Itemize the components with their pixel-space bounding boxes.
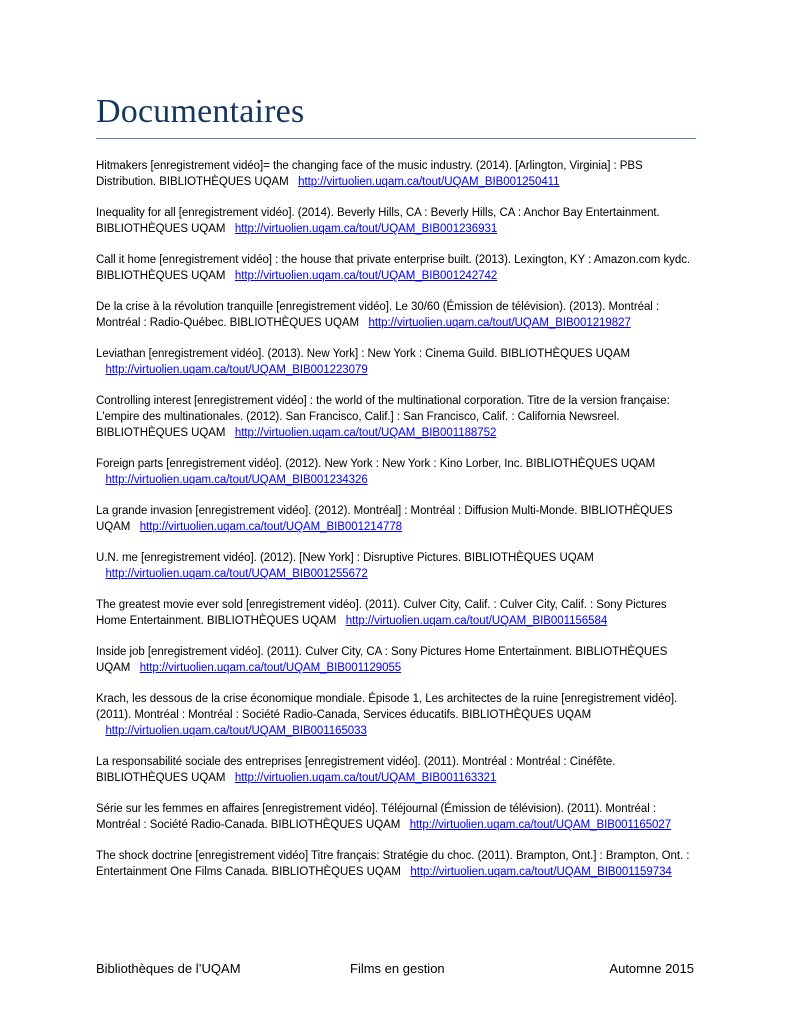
footer-term: Automne 2015 <box>609 961 694 976</box>
list-item <box>96 205 696 237</box>
entry-link[interactable]: http://virtuolien.uqam.ca/tout/UQAM_BIB001236931 <box>234 223 498 235</box>
entry-link[interactable]: http://virtuolien.uqam.ca/tout/UQAM_BIB001165027 <box>409 819 672 831</box>
list-item <box>96 644 696 676</box>
list-item <box>96 346 696 378</box>
list-item <box>96 456 696 488</box>
entry-link[interactable]: http://virtuolien.uqam.ca/tout/UQAM_BIB001250411 <box>298 176 560 188</box>
list-item <box>96 848 696 880</box>
page-title: Documentaires <box>96 93 305 130</box>
list-item <box>96 158 696 190</box>
entry-link[interactable]: http://virtuolien.uqam.ca/tout/UQAM_BIB001223079 <box>105 364 368 376</box>
documentary-list <box>96 158 696 895</box>
footer-library-name: Bibliothèques de l’UQAM <box>96 961 241 976</box>
entry-link[interactable]: http://virtuolien.uqam.ca/tout/UQAM_BIB001159734 <box>410 866 672 878</box>
page-footer <box>96 960 696 978</box>
list-item <box>96 299 696 331</box>
entry-citation: Hitmakers [enregistrement vidéo]= the changing face of the music industry. (2014). [Arlington, Virginia] : PBS Distribution. BIBLIOTHÈQUES UQAM <box>96 160 643 188</box>
entry-citation: Série sur les femmes en affaires [enregistrement vidéo]. Téléjournal (Émission de télévision). (2011). Montréal : Montréal : Société Radio-Canada. BIBLIOTHÈQUES UQAM <box>96 803 657 831</box>
entry-link[interactable]: http://virtuolien.uqam.ca/tout/UQAM_BIB001156584 <box>345 615 608 627</box>
entry-citation: Inside job [enregistrement vidéo]. (2011). Culver City, CA : Sony Pictures Home Entertainment. BIBLIOTHÈQUES UQAM <box>96 646 668 674</box>
entry-link[interactable]: http://virtuolien.uqam.ca/tout/UQAM_BIB001242742 <box>234 270 498 282</box>
footer-section-name: Films en gestion <box>350 961 445 976</box>
entry-citation: The greatest movie ever sold [enregistrement vidéo]. (2011). Culver City, Calif. : Culver City, Calif. : Sony Pictures Home Entertainment. BIBLIOTHÈQUES UQAM <box>96 599 667 627</box>
list-item <box>96 691 696 739</box>
entry-citation: Foreign parts [enregistrement vidéo]. (2012). New York : New York : Kino Lorber, Inc. BIBLIOTHÈQUES UQAM <box>96 458 656 470</box>
entry-citation: Call it home [enregistrement vidéo] : the house that private enterprise built. (2013). Lexington, KY : Amazon.com kydc. BIBLIOTHÈQUES UQAM <box>96 254 691 282</box>
entry-link[interactable]: http://virtuolien.uqam.ca/tout/UQAM_BIB001214778 <box>139 521 403 533</box>
entry-link[interactable]: http://virtuolien.uqam.ca/tout/UQAM_BIB001234326 <box>105 474 368 486</box>
list-item <box>96 754 696 786</box>
entry-citation: Krach, les dessous de la crise économique mondiale. Épisode 1, Les architectes de la ruine [enregistrement vidéo]. (2011). Montréal : Montréal : Société Radio-Canada, Services éducatifs. BIBLIOTHÈQUES UQAM <box>96 693 678 721</box>
entry-link[interactable]: http://virtuolien.uqam.ca/tout/UQAM_BIB001129055 <box>139 662 402 674</box>
entry-link[interactable]: http://virtuolien.uqam.ca/tout/UQAM_BIB001165033 <box>105 725 367 737</box>
entry-citation: La grande invasion [enregistrement vidéo]. (2012). Montréal] : Montréal : Diffusion Multi-Monde. BIBLIOTHÈQUES UQAM <box>96 505 673 533</box>
list-item <box>96 503 696 535</box>
list-item <box>96 801 696 833</box>
list-item <box>96 252 696 284</box>
list-item <box>96 550 696 582</box>
entry-link[interactable]: http://virtuolien.uqam.ca/tout/UQAM_BIB001163321 <box>234 772 497 784</box>
list-item <box>96 393 696 441</box>
list-item <box>96 597 696 629</box>
entry-link[interactable]: http://virtuolien.uqam.ca/tout/UQAM_BIB001188752 <box>234 427 497 439</box>
entry-link[interactable]: http://virtuolien.uqam.ca/tout/UQAM_BIB001219827 <box>368 317 631 329</box>
title-underline <box>96 138 696 139</box>
entry-citation: La responsabilité sociale des entreprises [enregistrement vidéo]. (2011). Montréal : Montréal : Cinéfête. BIBLIOTHÈQUES UQAM <box>96 756 616 784</box>
entry-link[interactable]: http://virtuolien.uqam.ca/tout/UQAM_BIB001255672 <box>105 568 368 580</box>
entry-citation: Leviathan [enregistrement vidéo]. (2013). New York] : New York : Cinema Guild. BIBLIOTHÈQUES UQAM <box>96 348 630 360</box>
entry-citation: The shock doctrine [enregistrement vidéo] Titre français: Stratégie du choc. (2011). Brampton, Ont.] : Brampton, Ont. : Entertainment One Films Canada. BIBLIOTHÈQUES UQAM <box>96 850 690 878</box>
entry-citation: Controlling interest [enregistrement vidéo] : the world of the multinational corporation. Titre de la version française: L'empire des multinationales. (2012). San Francisco, Calif.] : San Francisco, Calif. : California Newsreel. BIBLIOTHÈQUES UQAM <box>96 395 670 439</box>
entry-citation: Inequality for all [enregistrement vidéo]. (2014). Beverly Hills, CA : Beverly Hills, CA : Anchor Bay Entertainment. BIBLIOTHÈQUES UQAM <box>96 207 660 235</box>
entry-citation: U.N. me [enregistrement vidéo]. (2012). [New York] : Disruptive Pictures. BIBLIOTHÈQUES UQAM <box>96 552 594 564</box>
entry-citation: De la crise à la révolution tranquille [enregistrement vidéo]. Le 30/60 (Émission de télévision). (2013). Montréal : Montréal : Radio-Québec. BIBLIOTHÈQUES UQAM <box>96 301 660 329</box>
